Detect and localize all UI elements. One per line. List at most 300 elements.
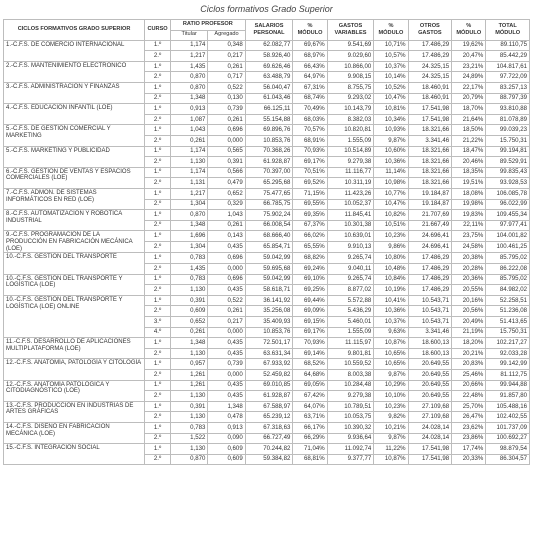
cell-curso: 2.º: [145, 454, 171, 465]
cell-pct-variables: 9,87%: [374, 433, 408, 444]
cell-gastos-variables: 10.559,52: [327, 359, 374, 370]
cell-salarios: 59.042,99: [245, 274, 293, 285]
cell-ratio-titular: 0,783: [171, 274, 208, 285]
cell-ratio-titular: 0,957: [171, 359, 208, 370]
cell-ratio-titular: 1,130: [171, 391, 208, 402]
cell-salarios: 35.409,93: [245, 317, 293, 328]
cell-salarios: 66.008,54: [245, 220, 293, 231]
cell-otros-gastos: 19.184,87: [408, 199, 452, 210]
cell-pct-otros: 25,46%: [452, 369, 486, 380]
cell-gastos-variables: 9.910,13: [327, 242, 374, 253]
cell-pct-salarios: 66,43%: [293, 61, 327, 72]
cell-ratio-titular: 1,174: [171, 146, 208, 157]
cell-total: 104.817,61: [486, 61, 530, 72]
cell-otros-gastos: 18.321,66: [408, 178, 452, 189]
cell-ratio-agregado: 1,043: [208, 210, 245, 221]
cell-otros-gastos: 18.460,91: [408, 82, 452, 93]
cell-ratio-titular: 1,174: [171, 40, 208, 51]
cell-total: 99.142,99: [486, 359, 530, 370]
cell-total: 102.217,27: [486, 338, 530, 349]
cell-pct-salarios: 70,51%: [293, 167, 327, 178]
cell-salarios: 75.902,24: [245, 210, 293, 221]
cell-pct-salarios: 66,02%: [293, 231, 327, 242]
cell-otros-gastos: 18.460,91: [408, 93, 452, 104]
cell-pct-otros: 18,20%: [452, 338, 486, 349]
cell-pct-salarios: 67,42%: [293, 391, 327, 402]
ciclo-name: 8.-C.F.S. AUTOMATIZACIÓN Y ROBÓTICA INDUSTRIAL: [4, 210, 145, 231]
cell-pct-otros: 20,79%: [452, 93, 486, 104]
cell-ratio-titular: 1,043: [171, 125, 208, 136]
cell-pct-otros: 19,98%: [452, 199, 486, 210]
cell-total: 86.304,57: [486, 454, 530, 465]
cell-pct-salarios: 70,57%: [293, 125, 327, 136]
cell-total: 51.413,65: [486, 317, 530, 328]
cell-pct-salarios: 67,37%: [293, 220, 327, 231]
ciclo-name: 12.-C.F.S. ANATOMÍA, PATOLOGÍA Y CITOLOGÍA: [4, 359, 145, 380]
cell-pct-variables: 10,23%: [374, 231, 408, 242]
cell-otros-gastos: 17.486,29: [408, 274, 452, 285]
cell-pct-otros: 22,48%: [452, 391, 486, 402]
cell-total: 96.022,99: [486, 199, 530, 210]
cell-ratio-titular: 0,870: [171, 454, 208, 465]
cell-pct-salarios: 69,14%: [293, 348, 327, 359]
table-row: [4, 125, 530, 136]
cell-ratio-titular: 0,913: [171, 104, 208, 115]
cell-gastos-variables: 11.845,41: [327, 210, 374, 221]
cell-curso: 1.º: [145, 167, 171, 178]
cell-pct-variables: 10,81%: [374, 104, 408, 115]
cell-salarios: 61.928,87: [245, 391, 293, 402]
cell-ratio-titular: 1,348: [171, 93, 208, 104]
cell-pct-otros: 20,55%: [452, 285, 486, 296]
cell-curso: 2.º: [145, 306, 171, 317]
cell-pct-salarios: 71,04%: [293, 444, 327, 455]
cell-curso: 1.º: [145, 295, 171, 306]
cell-pct-variables: 10,80%: [374, 253, 408, 264]
cell-gastos-variables: 9.029,60: [327, 51, 374, 62]
cell-gastos-variables: 10.053,75: [327, 412, 374, 423]
cell-ratio-agregado: 1,348: [208, 401, 245, 412]
cell-gastos-variables: 10.284,48: [327, 380, 374, 391]
cell-ratio-agregado: 0,717: [208, 72, 245, 83]
cell-ratio-agregado: 0,522: [208, 295, 245, 306]
cell-gastos-variables: 9.541,69: [327, 40, 374, 51]
cell-salarios: 59.042,99: [245, 253, 293, 264]
cell-pct-salarios: 69,17%: [293, 327, 327, 338]
cell-curso: 2.º: [145, 72, 171, 83]
cell-gastos-variables: 10.789,51: [327, 401, 374, 412]
cell-gastos-variables: 1.555,09: [327, 327, 374, 338]
cell-pct-salarios: 68,74%: [293, 93, 327, 104]
cell-pct-variables: 10,34%: [374, 114, 408, 125]
cell-otros-gastos: 17.541,98: [408, 114, 452, 125]
cell-total: 97.722,09: [486, 72, 530, 83]
cell-curso: 1.º: [145, 210, 171, 221]
cell-ratio-titular: 0,870: [171, 210, 208, 221]
cell-curso: 1.º: [145, 61, 171, 72]
cell-salarios: 10.853,76: [245, 135, 293, 146]
cell-pct-variables: 10,98%: [374, 178, 408, 189]
cell-curso: 2.º: [145, 220, 171, 231]
cell-total: 97.977,41: [486, 220, 530, 231]
cell-gastos-variables: 8.755,75: [327, 82, 374, 93]
cell-pct-otros: 26,47%: [452, 412, 486, 423]
cell-total: 100.692,27: [486, 433, 530, 444]
cell-pct-variables: 10,48%: [374, 264, 408, 275]
cell-otros-gastos: 18.600,13: [408, 338, 452, 349]
table-row: [4, 422, 530, 433]
cell-pct-otros: 18,70%: [452, 104, 486, 115]
cell-pct-otros: 18,47%: [452, 146, 486, 157]
table-row: [4, 380, 530, 391]
cell-curso: 2.º: [145, 51, 171, 62]
col-curso: CURSO: [145, 20, 171, 41]
cell-otros-gastos: 21.707,69: [408, 210, 452, 221]
cell-salarios: 69.010,85: [245, 380, 293, 391]
cell-pct-salarios: 69,05%: [293, 380, 327, 391]
cell-otros-gastos: 18.600,13: [408, 348, 452, 359]
cell-gastos-variables: 10.639,01: [327, 231, 374, 242]
table-row: [4, 210, 530, 221]
cell-ratio-agregado: 0,217: [208, 317, 245, 328]
cell-pct-otros: 20,49%: [452, 317, 486, 328]
cell-pct-otros: 22,17%: [452, 82, 486, 93]
cell-otros-gastos: 19.184,87: [408, 188, 452, 199]
cell-pct-otros: 25,70%: [452, 401, 486, 412]
cell-salarios: 66.727,49: [245, 433, 293, 444]
cell-gastos-variables: 5.572,88: [327, 295, 374, 306]
cell-salarios: 52.459,82: [245, 369, 293, 380]
cell-pct-variables: 9,82%: [374, 412, 408, 423]
cell-pct-salarios: 68,91%: [293, 135, 327, 146]
cell-otros-gastos: 17.486,29: [408, 51, 452, 62]
cell-salarios: 55.154,88: [245, 114, 293, 125]
cell-ratio-titular: 0,261: [171, 135, 208, 146]
cell-curso: 1.º: [145, 82, 171, 93]
ciclo-name: 4.-C.F.S. EDUCACIÓN INFANTIL (LOE): [4, 104, 145, 125]
cell-total: 83.257,13: [486, 82, 530, 93]
cell-pct-variables: 10,51%: [374, 220, 408, 231]
table-header: [4, 20, 530, 41]
cell-otros-gastos: 3.341,46: [408, 327, 452, 338]
cell-curso: 1.º: [145, 40, 171, 51]
cell-pct-variables: 10,60%: [374, 146, 408, 157]
col-pct-variables: % MÓDULO: [374, 20, 408, 41]
cell-pct-otros: 20,38%: [452, 253, 486, 264]
cell-total: 84.982,02: [486, 285, 530, 296]
cell-ratio-agregado: 0,696: [208, 125, 245, 136]
cell-total: 104.001,82: [486, 231, 530, 242]
cell-gastos-variables: 10.866,00: [327, 61, 374, 72]
cell-gastos-variables: 10.390,32: [327, 422, 374, 433]
cell-otros-gastos: 17.486,29: [408, 253, 452, 264]
cell-pct-salarios: 68,97%: [293, 51, 327, 62]
cell-otros-gastos: 20.649,55: [408, 359, 452, 370]
cell-pct-salarios: 68,03%: [293, 114, 327, 125]
cell-otros-gastos: 20.649,55: [408, 380, 452, 391]
ciclo-name: 15.-C.F.S. INTEGRACIÓN SOCIAL: [4, 444, 145, 465]
cell-pct-otros: 23,86%: [452, 433, 486, 444]
cell-ratio-titular: 0,261: [171, 327, 208, 338]
cell-ratio-agregado: 0,435: [208, 380, 245, 391]
cell-ratio-titular: 1,696: [171, 231, 208, 242]
cell-otros-gastos: 20.649,55: [408, 369, 452, 380]
cell-pct-otros: 20,16%: [452, 295, 486, 306]
cell-pct-otros: 18,08%: [452, 188, 486, 199]
cell-pct-salarios: 69,55%: [293, 199, 327, 210]
cell-pct-variables: 10,41%: [374, 295, 408, 306]
cell-gastos-variables: 5.460,01: [327, 317, 374, 328]
cell-pct-salarios: 65,55%: [293, 242, 327, 253]
cell-salarios: 70.397,00: [245, 167, 293, 178]
cell-curso: 1.º: [145, 146, 171, 157]
cell-otros-gastos: 24.028,14: [408, 422, 452, 433]
cell-otros-gastos: 10.543,71: [408, 306, 452, 317]
cell-otros-gastos: 24.028,14: [408, 433, 452, 444]
cell-ratio-agregado: 0,261: [208, 220, 245, 231]
table-row: [4, 401, 530, 412]
cell-salarios: 65.295,68: [245, 178, 293, 189]
col-ciclos: CICLOS FORMATIVOS GRADO SUPERIOR: [4, 20, 145, 41]
col-pct-otros: % MÓDULO: [452, 20, 486, 41]
cell-ratio-titular: 0,609: [171, 306, 208, 317]
cell-gastos-variables: 9.801,81: [327, 348, 374, 359]
cell-salarios: 58.926,40: [245, 51, 293, 62]
cell-curso: 1.º: [145, 274, 171, 285]
cell-ratio-titular: 1,087: [171, 114, 208, 125]
cell-ratio-agregado: 0,696: [208, 274, 245, 285]
cell-ratio-agregado: 0,435: [208, 391, 245, 402]
table-row: [4, 295, 530, 306]
ciclo-name: 5.-C.F.S. MARKETING Y PUBLICIDAD: [4, 146, 145, 167]
cell-pct-variables: 10,87%: [374, 338, 408, 349]
ciclo-name: 3.-C.F.S. ADMINISTRACIÓN Y FINANZAS: [4, 82, 145, 103]
cell-gastos-variables: 9.293,02: [327, 93, 374, 104]
cell-ratio-titular: 1,130: [171, 444, 208, 455]
cell-curso: 2.º: [145, 264, 171, 275]
cell-curso: 1.º: [145, 380, 171, 391]
cell-curso: 2.º: [145, 285, 171, 296]
cell-otros-gastos: 17.486,29: [408, 40, 452, 51]
cell-salarios: 66.125,11: [245, 104, 293, 115]
cell-pct-variables: 10,93%: [374, 125, 408, 136]
cell-curso: 1.º: [145, 359, 171, 370]
cell-total: 85.795,02: [486, 253, 530, 264]
cell-ratio-agregado: 0,261: [208, 114, 245, 125]
table-row: [4, 231, 530, 242]
cell-pct-variables: 10,71%: [374, 40, 408, 51]
cell-curso: 1.º: [145, 125, 171, 136]
cell-total: 81.078,89: [486, 114, 530, 125]
cell-ratio-titular: 1,348: [171, 220, 208, 231]
cell-curso: 2.º: [145, 157, 171, 168]
cell-total: 109.455,34: [486, 210, 530, 221]
ciclo-name: 9.-C.F.S. PROGRAMACIÓN DE LA PRODUCCIÓN EN FABRICACIÓN MECÁNICA (LOE): [4, 231, 145, 253]
cell-pct-salarios: 68,52%: [293, 359, 327, 370]
cell-curso: 2.º: [145, 135, 171, 146]
cell-ratio-agregado: 0,000: [208, 327, 245, 338]
cell-ratio-agregado: 0,391: [208, 157, 245, 168]
cell-ratio-titular: 1,174: [171, 167, 208, 178]
cell-ratio-titular: 0,391: [171, 295, 208, 306]
cell-ratio-titular: 1,261: [171, 380, 208, 391]
cell-pct-variables: 10,65%: [374, 359, 408, 370]
cell-pct-variables: 10,37%: [374, 61, 408, 72]
col-total: TOTAL MÓDULO: [486, 20, 530, 41]
cell-otros-gastos: 24.325,15: [408, 72, 452, 83]
cell-salarios: 70.368,26: [245, 146, 293, 157]
cell-curso: 2.º: [145, 93, 171, 104]
cell-salarios: 61.043,46: [245, 93, 293, 104]
cell-gastos-variables: 1.555,09: [327, 135, 374, 146]
cell-total: 99.944,88: [486, 380, 530, 391]
cell-salarios: 63.631,34: [245, 348, 293, 359]
cell-total: 93.928,53: [486, 178, 530, 189]
cell-pct-salarios: 68,82%: [293, 253, 327, 264]
cell-pct-salarios: 64,07%: [293, 401, 327, 412]
cell-pct-variables: 10,47%: [374, 93, 408, 104]
cell-curso: 2.º: [145, 369, 171, 380]
table-row: [4, 274, 530, 285]
cell-pct-variables: 10,21%: [374, 422, 408, 433]
cell-gastos-variables: 9.040,11: [327, 264, 374, 275]
cell-otros-gastos: 3.341,46: [408, 135, 452, 146]
cell-curso: 1.º: [145, 444, 171, 455]
cell-curso: 4.º: [145, 327, 171, 338]
cell-salarios: 61.928,87: [245, 157, 293, 168]
cell-ratio-titular: 1,435: [171, 61, 208, 72]
cell-pct-salarios: 67,31%: [293, 82, 327, 93]
cell-otros-gastos: 18.321,66: [408, 167, 452, 178]
cell-pct-variables: 10,87%: [374, 454, 408, 465]
col-titular: Titular: [171, 30, 208, 40]
cell-ratio-agregado: 0,478: [208, 412, 245, 423]
cell-salarios: 75.477,65: [245, 188, 293, 199]
cell-curso: 2.º: [145, 242, 171, 253]
cell-pct-salarios: 69,15%: [293, 317, 327, 328]
cell-otros-gastos: 24.696,41: [408, 242, 452, 253]
cell-gastos-variables: 9.377,77: [327, 454, 374, 465]
cell-total: 92.033,28: [486, 348, 530, 359]
cell-ratio-titular: 1,435: [171, 264, 208, 275]
cell-ratio-titular: 0,870: [171, 72, 208, 83]
cell-pct-variables: 10,37%: [374, 317, 408, 328]
cell-curso: 2.º: [145, 391, 171, 402]
ciclo-name: 10.-C.F.S. GESTIÓN DEL TRANSPORTE: [4, 253, 145, 274]
cell-curso: 2.º: [145, 114, 171, 125]
page-title: Ciclos formativos Grado Superior: [200, 4, 333, 14]
cell-pct-variables: 10,52%: [374, 82, 408, 93]
cell-gastos-variables: 9.265,74: [327, 253, 374, 264]
cell-ratio-titular: 0,652: [171, 317, 208, 328]
cell-gastos-variables: 9.279,38: [327, 157, 374, 168]
cell-total: 52.258,51: [486, 295, 530, 306]
cell-ratio-titular: 1,130: [171, 157, 208, 168]
cost-table: [3, 19, 530, 465]
cell-pct-otros: 19,83%: [452, 210, 486, 221]
cell-pct-variables: 10,14%: [374, 72, 408, 83]
cell-ratio-agregado: 0,261: [208, 61, 245, 72]
table-row: [4, 444, 530, 455]
cell-total: 89.110,75: [486, 40, 530, 51]
cell-salarios: 10.853,76: [245, 327, 293, 338]
cell-gastos-variables: 9.279,38: [327, 391, 374, 402]
col-pct-salarios: % MÓDULO: [293, 20, 327, 41]
cell-pct-otros: 24,89%: [452, 72, 486, 83]
cell-total: 91.857,80: [486, 391, 530, 402]
cell-pct-salarios: 68,81%: [293, 454, 327, 465]
cell-pct-otros: 23,21%: [452, 61, 486, 72]
cell-salarios: 59.384,82: [245, 454, 293, 465]
cell-pct-variables: 11,14%: [374, 167, 408, 178]
cell-curso: 2.º: [145, 433, 171, 444]
table-row: [4, 82, 530, 93]
cell-pct-variables: 10,47%: [374, 199, 408, 210]
cell-total: 88.797,39: [486, 93, 530, 104]
cell-otros-gastos: 17.541,98: [408, 444, 452, 455]
cell-total: 106.085,78: [486, 188, 530, 199]
cell-gastos-variables: 11.115,97: [327, 338, 374, 349]
cell-salarios: 69.626,46: [245, 61, 293, 72]
ciclo-name: 10.-C.F.S. GESTIÓN DEL TRANSPORTE Y LOGÍSTICA (LOE) ONLINE: [4, 295, 145, 337]
cell-total: 99.194,81: [486, 146, 530, 157]
cell-ratio-titular: 1,130: [171, 412, 208, 423]
cell-ratio-agregado: 0,435: [208, 242, 245, 253]
cell-salarios: 67.588,97: [245, 401, 293, 412]
cell-pct-otros: 20,66%: [452, 380, 486, 391]
cell-ratio-titular: 1,130: [171, 285, 208, 296]
cell-total: 99.835,43: [486, 167, 530, 178]
cell-gastos-variables: 8.877,02: [327, 285, 374, 296]
cell-salarios: 65.854,71: [245, 242, 293, 253]
cell-total: 85.795,02: [486, 274, 530, 285]
cell-gastos-variables: 11.092,74: [327, 444, 374, 455]
cell-ratio-agregado: 0,609: [208, 444, 245, 455]
cell-ratio-agregado: 0,565: [208, 146, 245, 157]
cell-ratio-agregado: 0,348: [208, 40, 245, 51]
cell-salarios: 36.141,92: [245, 295, 293, 306]
cell-otros-gastos: 18.321,66: [408, 157, 452, 168]
cell-salarios: 65.239,12: [245, 412, 293, 423]
cell-gastos-variables: 10.514,89: [327, 146, 374, 157]
cell-gastos-variables: 9.908,15: [327, 72, 374, 83]
table-row: [4, 188, 530, 199]
ciclo-name: 11.-C.F.S. DESARROLLO DE APLICACIONES MULTIPLATAFORMA (LOE): [4, 338, 145, 359]
cell-pct-otros: 19,62%: [452, 40, 486, 51]
cell-curso: 2.º: [145, 199, 171, 210]
ciclo-name: 13.-C.F.S. PRODUCCIÓN EN INDUSTRIAS DE ARTES GRÁFICAS: [4, 401, 145, 422]
cell-salarios: 56.040,47: [245, 82, 293, 93]
cell-salarios: 63.488,79: [245, 72, 293, 83]
table-row: [4, 167, 530, 178]
cell-pct-otros: 20,47%: [452, 51, 486, 62]
cell-gastos-variables: 10.311,19: [327, 178, 374, 189]
cell-ratio-agregado: 0,696: [208, 253, 245, 264]
cell-gastos-variables: 8.003,38: [327, 369, 374, 380]
cell-gastos-variables: 9.265,74: [327, 274, 374, 285]
cell-total: 93.810,88: [486, 104, 530, 115]
cell-ratio-agregado: 0,739: [208, 359, 245, 370]
cell-pct-salarios: 70,93%: [293, 146, 327, 157]
cell-ratio-agregado: 0,566: [208, 167, 245, 178]
cell-pct-otros: 19,51%: [452, 178, 486, 189]
cell-curso: 1.º: [145, 253, 171, 264]
cell-ratio-agregado: 0,609: [208, 454, 245, 465]
cell-pct-salarios: 69,24%: [293, 264, 327, 275]
cell-pct-variables: 10,10%: [374, 391, 408, 402]
table-row: [4, 40, 530, 51]
cell-total: 99.039,23: [486, 125, 530, 136]
